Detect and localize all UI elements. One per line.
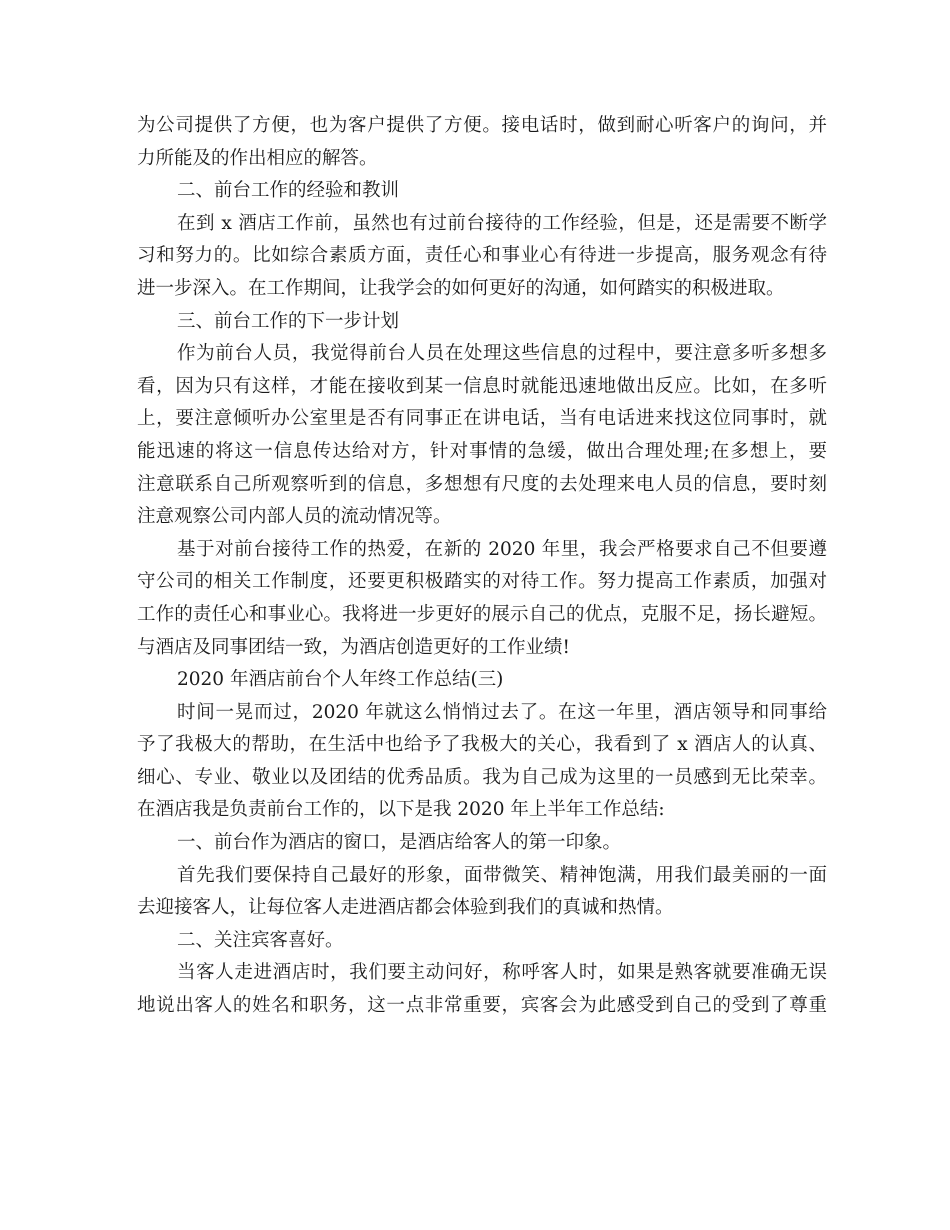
text-line: 在到 x 酒店工作前，虽然也有过前台接待的工作经验，但是，还是需要不断学 [177, 212, 827, 234]
text-line: 细心、专业、敬业以及团结的优秀品质。我为自己成为这里的一员感到无比荣幸。 [137, 766, 827, 788]
text-line: 注意联系自己所观察听到的信息，多想想有尺度的去处理来电人员的信息，要时刻 [137, 473, 827, 495]
text-line: 地说出客人的姓名和职务，这一点非常重要，宾客会为此感受到自己的受到了尊重 [137, 995, 827, 1017]
text-line: 时间一晃而过，2020 年就这么悄悄过去了。在这一年里，酒店领导和同事给 [177, 701, 827, 723]
text-line: 进一步深入。在工作期间，让我学会的如何更好的沟通，如何踏实的积极进取。 [137, 277, 785, 299]
section-heading: 三、前台工作的下一步计划 [177, 310, 400, 332]
text-line: 能迅速的将这一信息传达给对方，针对事情的急缓，做出合理处理;在多想上，要 [137, 440, 827, 462]
text-line: 当客人走进酒店时，我们要主动问好，称呼客人时，如果是熟客就要准确无误 [177, 962, 827, 984]
text-line: 在酒店我是负责前台工作的，以下是我 2020 年上半年工作总结: [137, 799, 665, 821]
text-line: 力所能及的作出相应的解答。 [137, 147, 378, 169]
text-line: 工作的责任心和事业心。我将进一步更好的展示自己的优点，克服不足，扬长避短。 [137, 603, 827, 625]
text-line: 基于对前台接待工作的热爱，在新的 2020 年里，我会严格要求自己不但要遵 [177, 538, 827, 560]
document-title: 2020 年酒店前台个人年终工作总结(三) [177, 669, 504, 691]
text-line: 习和努力的。比如综合素质方面，责任心和事业心有待进一步提高，服务观念有待 [137, 245, 827, 267]
document-body [137, 110, 827, 1023]
text-line: 作为前台人员，我觉得前台人员在处理这些信息的过程中，要注意多听多想多 [177, 343, 827, 365]
section-heading: 一、前台作为酒店的窗口，是酒店给客人的第一印象。 [177, 832, 622, 854]
text-line: 与酒店及同事团结一致，为酒店创造更好的工作业绩! [137, 636, 570, 658]
text-line: 为公司提供了方便，也为客户提供了方便。接电话时，做到耐心听客户的询问，并 [137, 115, 827, 136]
section-heading: 二、前台工作的经验和教训 [177, 180, 400, 202]
text-line: 予了我极大的帮助，在生活中也给予了我极大的关心，我看到了 x 酒店人的认真、 [137, 734, 827, 756]
text-line: 去迎接客人，让每位客人走进酒店都会体验到我们的真诚和热情。 [137, 897, 674, 919]
text-line: 首先我们要保持自己最好的形象，面带微笑、精神饱满，用我们最美丽的一面 [177, 864, 827, 886]
text-line: 上，要注意倾听办公室里是否有同事正在讲电话，当有电话进来找这位同事时，就 [137, 408, 827, 430]
text-line: 注意观察公司内部人员的流动情况等。 [137, 506, 452, 528]
text-line: 守公司的相关工作制度，还要更积极踏实的对待工作。努力提高工作素质，加强对 [137, 571, 827, 593]
section-heading: 二、关注宾客喜好。 [177, 929, 344, 951]
text-line: 看，因为只有这样，才能在接收到某一信息时就能迅速地做出反应。比如，在多听 [137, 375, 827, 397]
